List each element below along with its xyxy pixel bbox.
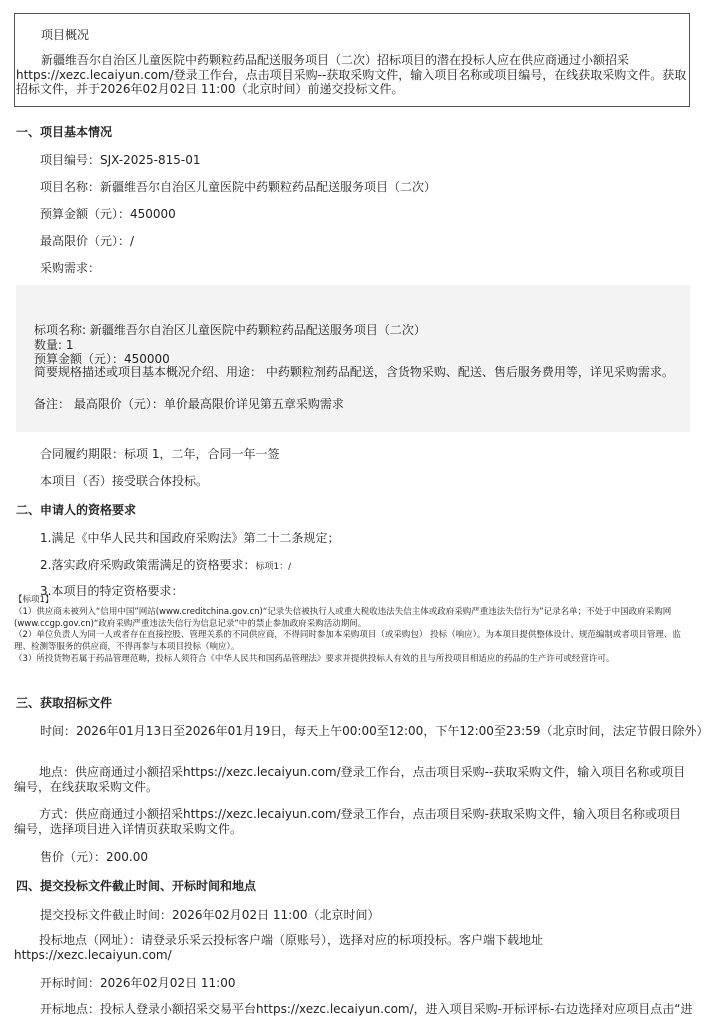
max-price: 最高限价（元）：/ xyxy=(40,234,135,248)
acquisition-time: 时间：2026年01月13日至2026年01月19日，每天上午00:00至12:00，下午12:00至23:59（北京时间，法定节假日除外） xyxy=(40,724,709,738)
opening-time: 开标时间：2026年02月02日 11:00 xyxy=(40,976,236,990)
lot-remark: 备注： 最高限价（元）：单价最高限价详见第五章采购需求 xyxy=(34,397,344,411)
lot-quantity: 数量: 1 xyxy=(34,338,74,352)
project-number: 项目编号：SJX-2025-815-01 xyxy=(40,153,201,167)
demand-label: 采购需求： xyxy=(40,261,101,275)
special-requirement-2: （2）单位负责人为同一人或者存在直接控股、管理关系的不同供应商，不得同时参加本采购项目（或采购包） 投标（响应）。为本项目提供整体设计、规范编制或者项目管理、监理、检测等服务的供应商，不得再参与本项目投标（响应）。 xyxy=(14,630,681,652)
opening-place: 开标地点：投标人登录小额招采交易平台https://xezc.lecaiyun.com/，进入项目采购-开标评标-右边选择对应项目点击“进 xyxy=(40,1002,693,1016)
procurement-demand-box xyxy=(16,285,690,432)
overview-title: 项目概况 xyxy=(41,28,90,42)
special-requirement-1: （1）供应商未被列入“信用中国”网站(www.creditchina.gov.cn)“记录失信被执行人或重大税收违法失信主体或政府采购严重违法失信行为”记录名单；不处于中国政府采购网(www.ccgp.gov.cn)“政府采购严重违法失信行为信息记录”中的禁止参加政府采购活动期间。 xyxy=(14,607,672,629)
submission-place: 投标地点（网址）：请登录乐采云投标客户端（原账号），选择对应的标项投标。客户端下载地址https://xezc.lecaiyun.com/ xyxy=(14,933,544,962)
lot-name: 标项名称: 新疆维吾尔自治区儿童医院中药颗粒药品配送服务项目（二次） xyxy=(34,323,426,337)
lot-budget: 预算金额（元）：450000 xyxy=(34,352,170,366)
acquisition-method: 方式：供应商通过小额招采https://xezc.lecaiyun.com/登录工作台，点击项目采购-获取采购文件，输入项目名称或项目编号，选择项目进入详情页获取采购文件。 xyxy=(14,807,681,836)
lot-tag: 【标项1】 xyxy=(14,595,54,605)
document-price: 售价（元）：200.00 xyxy=(40,850,148,864)
section3-heading: 三、获取招标文件 xyxy=(16,696,113,710)
contract-period: 合同履约期限：标项 1，二年，合同一年一签 xyxy=(40,447,280,461)
section2-heading: 二、申请人的资格要求 xyxy=(16,503,137,517)
special-requirement-3: （3）所投货物若属于药品管理范畴，投标人须符合《中华人民共和国药品管理法》要求并提供投标人有效的且与所投项目相适应的药品的生产许可或经营许可。 xyxy=(14,654,615,664)
budget-amount: 预算金额（元）：450000 xyxy=(40,207,176,221)
lot-description: 简要规格描述或项目基本概况介绍、用途： 中药颗粒剂药品配送，含货物采购、配送、售后服务费用等，详见采购需求。 xyxy=(34,365,674,379)
acquisition-place: 地点：供应商通过小额招采https://xezc.lecaiyun.com/登录工作台，点击项目采购--获取采购文件，输入项目名称或项目编号，在线获取采购文件。 xyxy=(14,765,686,794)
qualification-item-2-lot: 标项1：/ xyxy=(255,562,292,572)
qualification-item-2: 2.落实政府采购政策需满足的资格要求：标项1：/ xyxy=(40,558,292,572)
section4-heading: 四、提交投标文件截止时间、开标时间和地点 xyxy=(16,879,257,893)
project-name: 项目名称：新疆维吾尔自治区儿童医院中药颗粒药品配送服务项目（二次） xyxy=(40,180,437,194)
qualification-item-1: 1.满足《中华人民共和国政府采购法》第二十二条规定； xyxy=(40,531,340,545)
project-overview-box xyxy=(14,13,690,107)
qualification-item-3: 3.本项目的特定资格要求： xyxy=(40,584,184,598)
consortium-note: 本项目（否）接受联合体投标。 xyxy=(40,474,209,488)
submission-deadline: 提交投标文件截止时间：2026年02月02日 11:00（北京时间） xyxy=(40,908,380,922)
overview-text: 新疆维吾尔自治区儿童医院中药颗粒药品配送服务项目（二次）招标项目的潜在投标人应在供应商通过小额招采https://xezc.lecaiyun.com/登录工作台，点击项目采购--获取采购文件，输入项目名称或项目编号，在线获取采购文件。获取招标文件，并于2026年02月02日 11:00（北京时间）前递交投标文件。 xyxy=(16,53,687,96)
section1-heading: 一、项目基本情况 xyxy=(16,125,113,139)
